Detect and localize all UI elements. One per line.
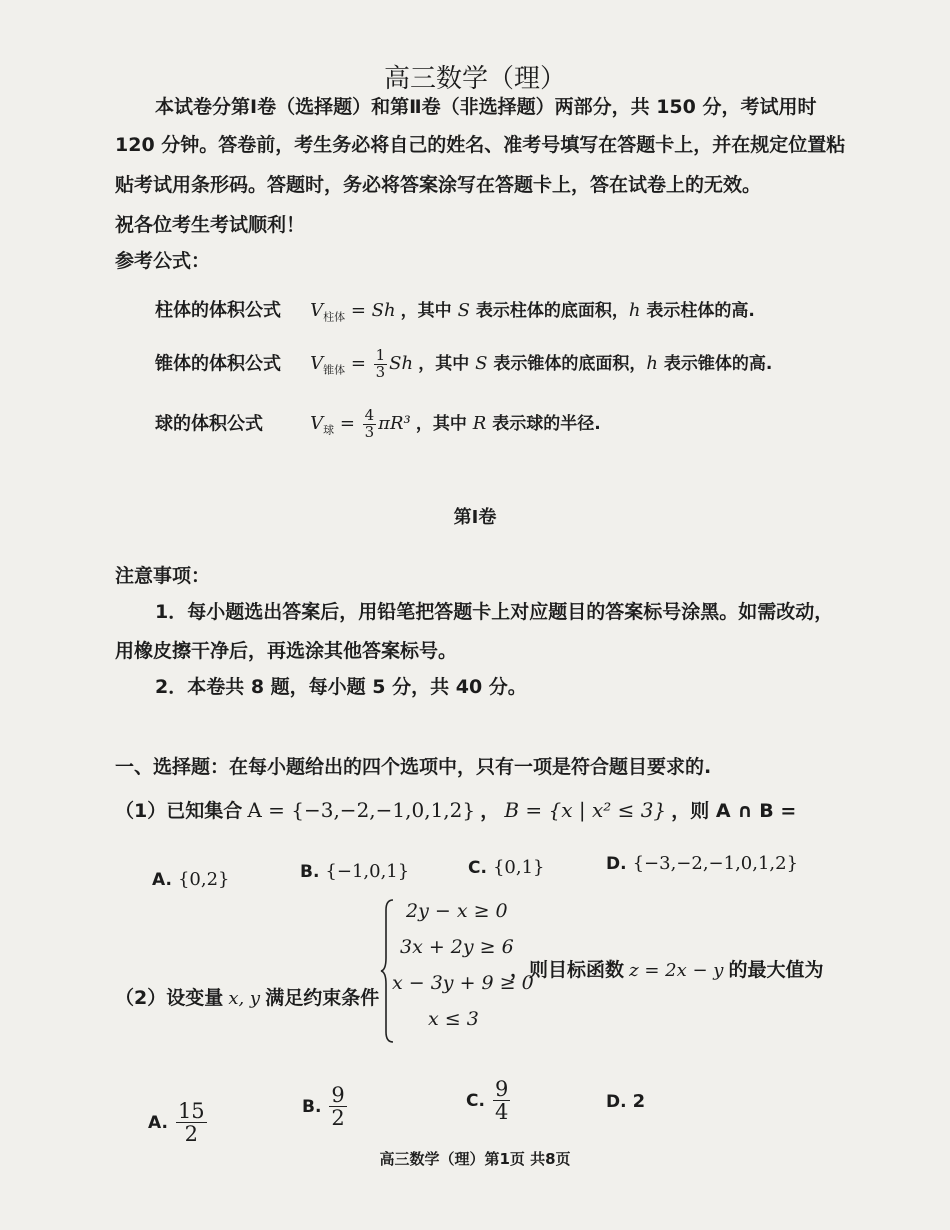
notes-heading: 注意事项： [115,565,211,587]
question-2-stem-left: （2）设变量 x, y 满足约束条件 [115,987,380,1009]
q2-variables: x, y [228,988,261,1009]
left-brace [380,898,394,1044]
q2-option-b: B. $\frac{9}{2}$ [302,1083,345,1131]
cone-formula-row [155,348,772,381]
objective-function: z = 2x − y [629,960,724,981]
cone-formula: $V_{锥体}$ = $\frac{1}{3}$ Sh [310,346,414,381]
prism-formula: $V_{柱体} = Sh$ [310,300,396,324]
set-a: A = {−3,−2,−1,0,1,2} [247,798,476,822]
question-1-stem: （1）已知集合 A = {−3,−2,−1,0,1,2} ， B = {x | x² ≤ 3} ，则 A ∩ B = [115,798,797,822]
q2-option-c: C. $\frac{9}{4}$ [466,1077,509,1125]
q2-option-d: D. 2 [606,1091,646,1112]
prism-description: ，其中 S 表示柱体的底面积，h 表示柱体的高. [400,300,755,321]
formula-heading: 参考公式： [115,250,211,272]
sphere-formula-label: 球的体积公式 [155,413,263,435]
prism-formula-label: 柱体的体积公式 [155,300,281,321]
intro-line-1: 本试卷分第Ⅰ卷（选择题）和第Ⅱ卷（非选择题）两部分，共 150 分，考试用时 [155,96,817,118]
section-title: 第Ⅰ卷 [453,507,497,528]
q2-option-a: A. $\frac{15}{2}$ [148,1099,205,1147]
sphere-description: ，其中 R 表示球的半径. [415,413,601,435]
cone-formula-label: 锥体的体积公式 [155,353,281,375]
page-title: 高三数学（理） [383,64,566,94]
sphere-formula: $V_球$ = $\frac{4}{3}$ πR³ [310,406,411,441]
sphere-formula-row [155,408,601,441]
prism-formula-row [155,296,755,325]
cone-description: ，其中 S 表示锥体的底面积，h 表示锥体的高. [418,353,773,375]
q1-option-d: D. {−3,−2,−1,0,1,2} [606,853,799,874]
intro-line-3: 贴考试用条形码。答题时，务必将答案涂写在答题卡上，答在试卷上的无效。 [115,174,762,196]
q1-option-b: B. {−1,0,1} [300,861,410,882]
question-2-stem-right: ，则目标函数 z = 2x − y 的最大值为 [510,959,824,981]
q1-option-a: A. {0,2} [152,869,230,890]
set-b: B = {x | x² ≤ 3} [504,798,667,822]
part-one-heading: 一、选择题：在每小题给出的四个选项中，只有一项是符合题目要求的. [115,756,712,778]
note-item-1-line-2: 用橡皮擦干净后，再选涂其他答案标号。 [115,640,458,662]
note-item-2: 2．本卷共 8 题，每小题 5 分，共 40 分。 [155,676,527,698]
constraint-1: 2y − x ≥ 0 [406,900,508,922]
constraint-4: x ≤ 3 [428,1008,479,1030]
intro-line-4: 祝各位考生考试顺利！ [115,214,306,236]
intro-line-2: 120 分钟。答卷前，考生务必将自己的姓名、准考号填写在答题卡上，并在规定位置粘 [115,134,846,156]
q1-option-c: C. {0,1} [468,857,545,878]
constraint-2: 3x + 2y ≥ 6 [400,936,514,958]
note-item-1-line-1: 1．每小题选出答案后，用铅笔把答题卡上对应题目的答案标号涂黑。如需改动， [155,601,834,623]
constraint-3: x − 3y + 9 ≥ 0 [392,972,534,994]
constraint-system [380,898,534,1048]
page-footer: 高三数学（理）第1页 共8页 [379,1150,571,1168]
